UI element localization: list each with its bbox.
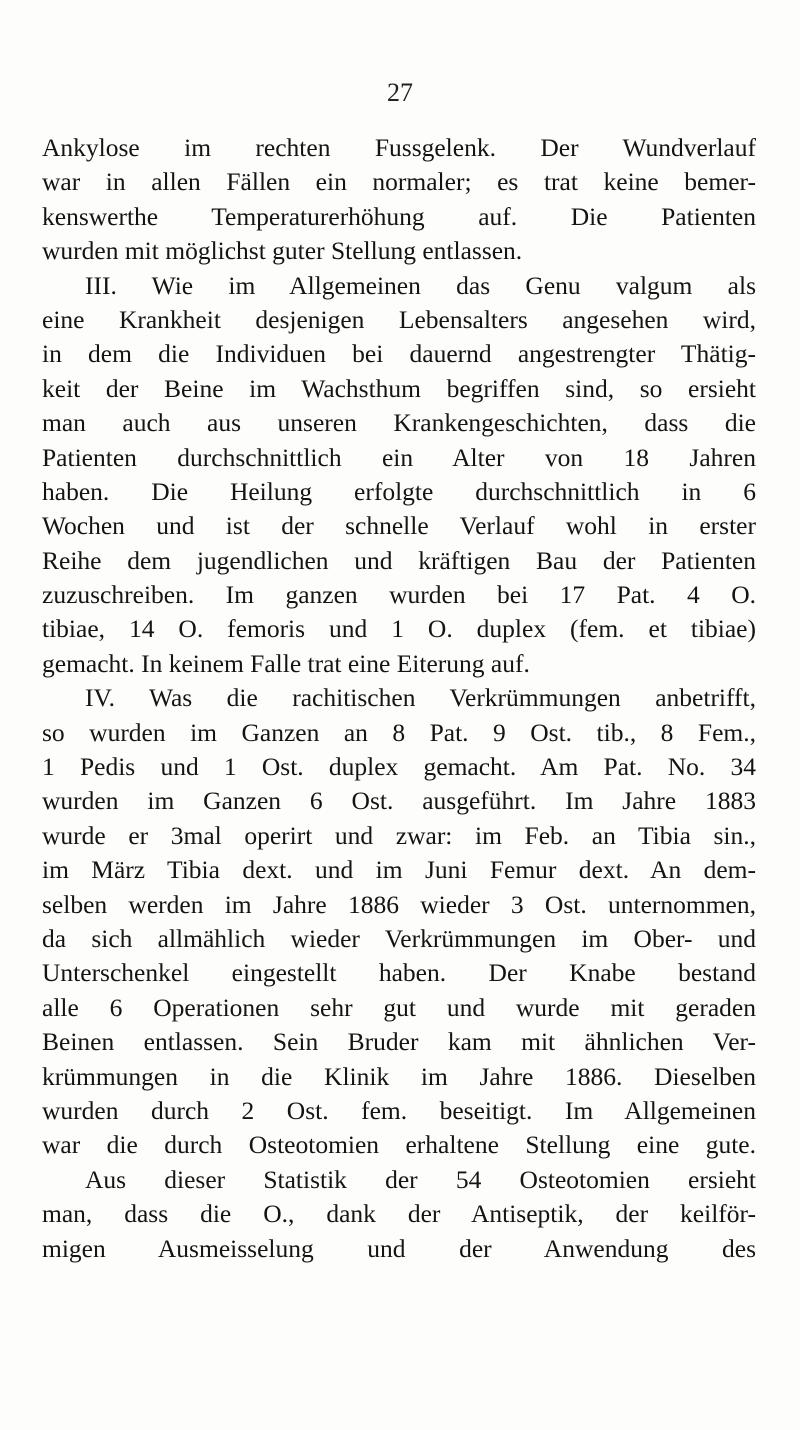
text-line: zuzuschreiben. Im ganzen wurden bei 17 Pat. 4 O. bbox=[42, 580, 756, 610]
text-line: krümmungen in die Klinik im Jahre 1886. Dieselben bbox=[42, 1061, 756, 1091]
text-line: Ankylose im rechten Fussgelenk. Der Wundverlauf bbox=[42, 133, 756, 162]
paragraph-start-line: Aus dieser Statistik der 54 Osteotomien ersieht bbox=[85, 1164, 756, 1194]
text-line: Beinen entlassen. Sein Bruder kam mit ähnlichen Ver- bbox=[42, 1027, 756, 1057]
text-line: tibiae, 14 O. femoris und 1 O. duplex (fem. et tibiae) bbox=[42, 614, 756, 644]
text-line: selben werden im Jahre 1886 wieder 3 Ost. unternommen, bbox=[42, 889, 756, 919]
text-line: wurden mit möglichst guter Stellung entlassen. bbox=[42, 236, 523, 266]
text-line: migen Ausmeisselung und der Anwendung des bbox=[42, 1233, 756, 1263]
text-line: eine Krankheit desjenigen Lebensalters angesehen wird, bbox=[42, 304, 756, 334]
text-line: im März Tibia dext. und im Juni Femur dext. An dem- bbox=[42, 855, 756, 885]
text-line: da sich allmählich wieder Verkrümmungen im Ober- und bbox=[42, 923, 756, 953]
paragraph-start-line: IV. Was die rachitischen Verkrümmungen anbetrifft, bbox=[85, 683, 756, 713]
text-line: kenswerthe Temperaturerhöhung auf. Die Patienten bbox=[42, 201, 756, 231]
text-line: man auch aus unseren Krankengeschichten, dass die bbox=[42, 408, 756, 438]
text-line: keit der Beine im Wachsthum begriffen sind, so ersieht bbox=[42, 373, 756, 403]
text-line: Unterschenkel eingestellt haben. Der Knabe bestand bbox=[42, 958, 756, 988]
body-text bbox=[42, 131, 756, 1266]
text-line: Wochen und ist der schnelle Verlauf wohl in erster bbox=[42, 511, 756, 541]
page-number: 27 bbox=[387, 78, 413, 107]
text-line: wurden im Ganzen 6 Ost. ausgeführt. Im Jahre 1883 bbox=[42, 786, 756, 816]
text-line: man, dass die O., dank der Antiseptik, der keilför- bbox=[42, 1199, 756, 1229]
text-line: 1 Pedis und 1 Ost. duplex gemacht. Am Pat. No. 34 bbox=[42, 752, 756, 782]
text-line: war die durch Osteotomien erhaltene Stellung eine gute. bbox=[42, 1130, 756, 1160]
text-line: gemacht. In keinem Falle trat eine Eiterung auf. bbox=[42, 648, 530, 678]
text-line: alle 6 Operationen sehr gut und wurde mit geraden bbox=[42, 992, 756, 1022]
text-line: haben. Die Heilung erfolgte durchschnittlich in 6 bbox=[42, 476, 756, 506]
text-line: Patienten durchschnittlich ein Alter von 18 Jahren bbox=[42, 442, 756, 472]
text-line: in dem die Individuen bei dauernd angestrengter Thätig- bbox=[42, 339, 756, 369]
text-line: war in allen Fällen ein normaler; es trat keine bemer- bbox=[42, 167, 756, 197]
text-line: Reihe dem jugendlichen und kräftigen Bau der Patienten bbox=[42, 545, 756, 575]
text-line: so wurden im Ganzen an 8 Pat. 9 Ost. tib., 8 Fem., bbox=[42, 717, 756, 747]
text-line: wurden durch 2 Ost. fem. beseitigt. Im Allgemeinen bbox=[42, 1095, 756, 1125]
text-line: wurde er 3mal operirt und zwar: im Feb. an Tibia sin., bbox=[42, 820, 756, 850]
paragraph-start-line: III. Wie im Allgemeinen das Genu valgum als bbox=[85, 270, 756, 300]
